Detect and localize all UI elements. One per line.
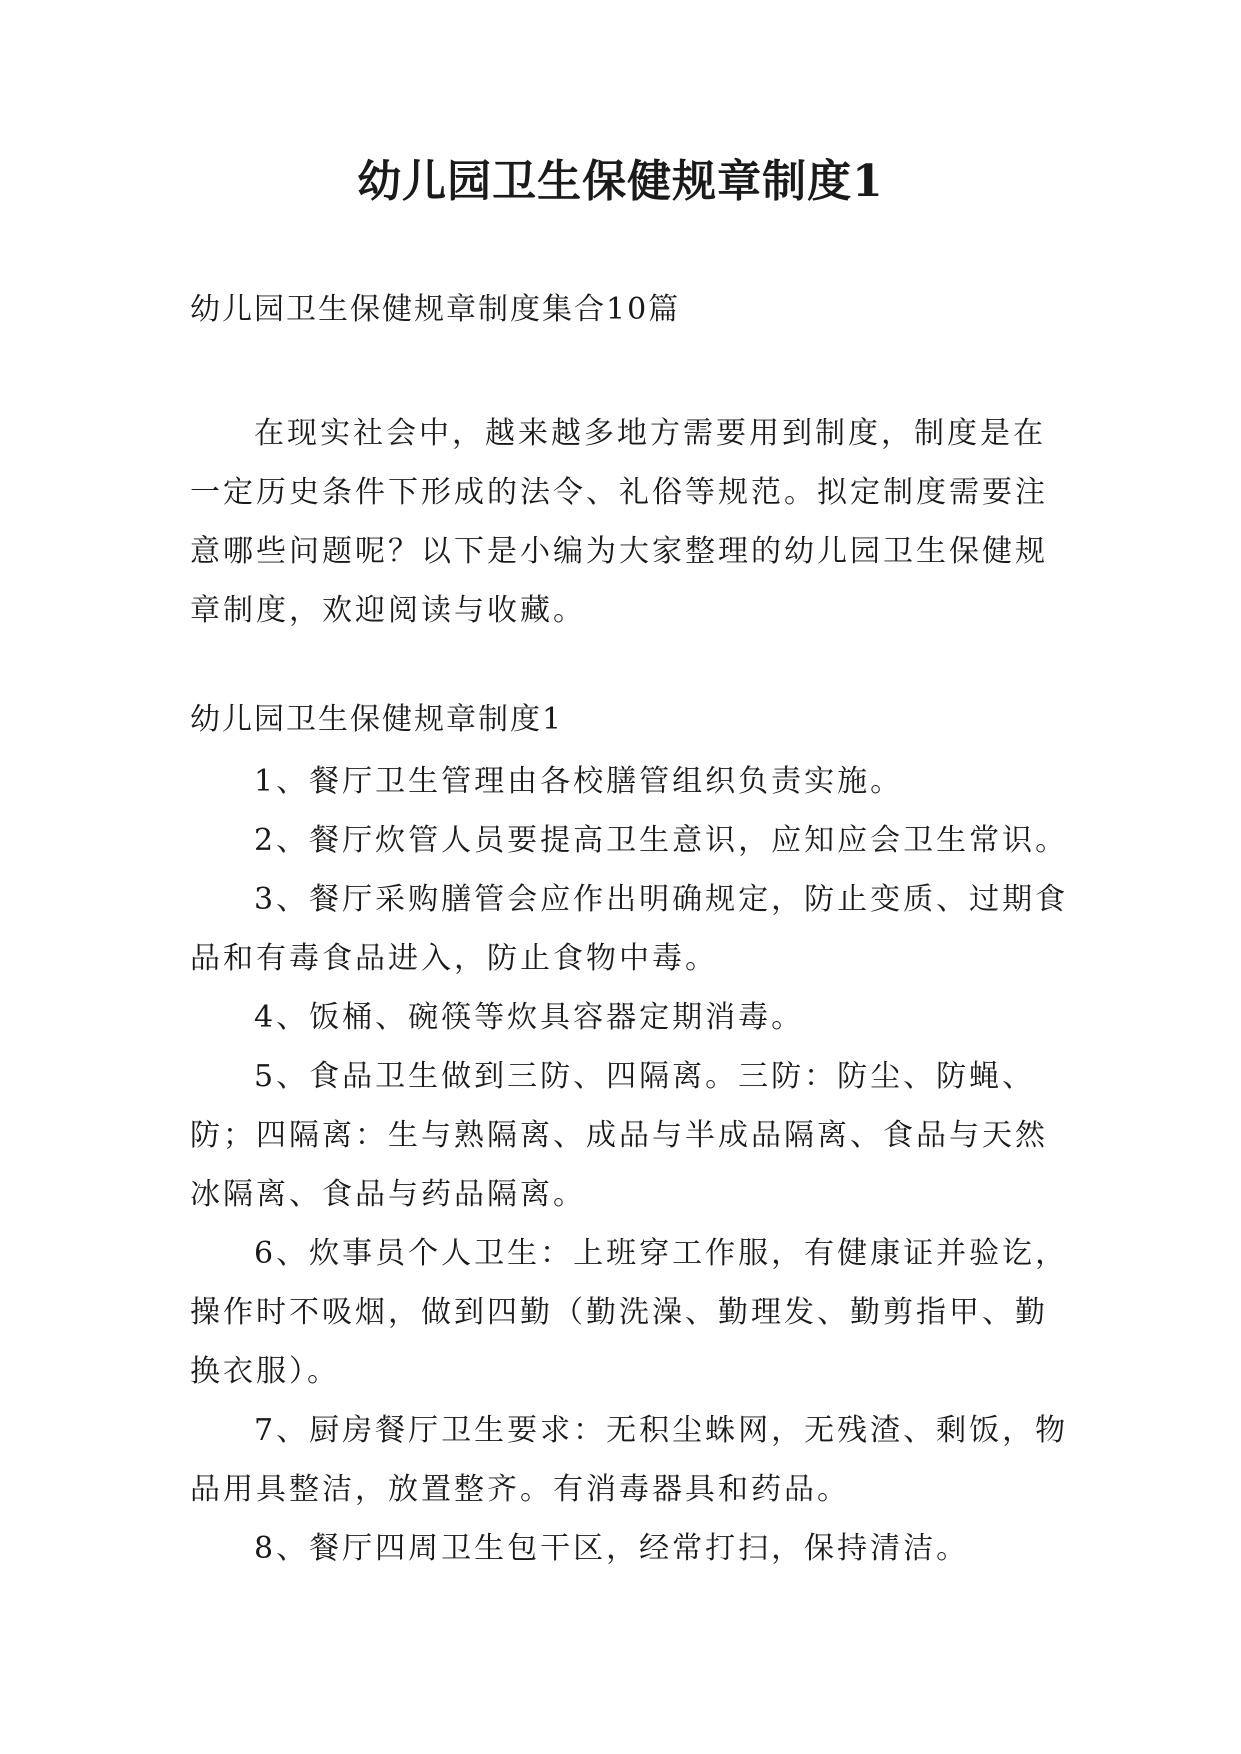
rule-item: 7、厨房餐厅卫生要求：无积尘蛛网，无残渣、剩饭，物品用具整洁，放置整齐。有消毒器具和药品。 (190, 1413, 1069, 1507)
rule-item: 4、饭桶、碗筷等炊具容器定期消毒。 (254, 1000, 805, 1035)
rule-item: 3、餐厅采购膳管会应作出明确规定，防止变质、过期食品和有毒食品进入，防止食物中毒。 (190, 882, 1069, 976)
rule-item: 6、炊事员个人卫生：上班穿工作服，有健康证并验讫，操作时不吸烟，做到四勤（勤洗澡、勤理发、勤剪指甲、勤换衣服）。 (190, 1236, 1069, 1389)
rule-item: 5、食品卫生做到三防、四隔离。三防：防尘、防蝇、防；四隔离：生与熟隔离、成品与半成品隔离、食品与天然冰隔离、食品与药品隔离。 (190, 1059, 1048, 1212)
rules-list (190, 752, 1075, 1578)
intro-paragraph: 在现实社会中，越来越多地方需要用到制度，制度是在一定历史条件下形成的法令、礼俗等规范。拟定制度需要注意哪些问题呢？以下是小编为大家整理的幼儿园卫生保健规章制度，欢迎阅读与收藏。 (190, 416, 1048, 628)
section-heading: 幼儿园卫生保健规章制度1 (190, 702, 564, 737)
document-title: 幼儿园卫生保健规章制度1 (357, 156, 884, 207)
document-subtitle: 幼儿园卫生保健规章制度集合10篇 (190, 292, 681, 327)
rule-item: 1、餐厅卫生管理由各校膳管组织负责实施。 (254, 764, 904, 799)
rule-item: 8、餐厅四周卫生包干区，经常打扫，保持清洁。 (254, 1531, 970, 1566)
rule-item: 2、餐厅炊管人员要提高卫生意识，应知应会卫生常识。 (254, 823, 1069, 858)
